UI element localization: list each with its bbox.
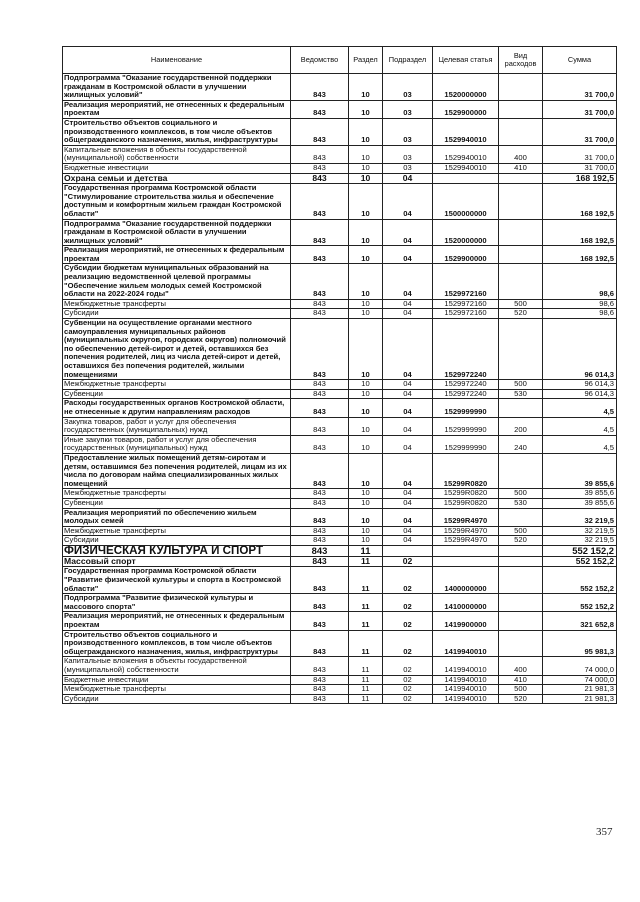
row-department: 843: [291, 567, 349, 594]
row-target-article: 1529940010: [433, 145, 499, 163]
table-row: [63, 100, 617, 118]
row-name: Бюджетные инвестиции: [63, 163, 291, 173]
row-section: 10: [349, 453, 383, 488]
table-row: [63, 675, 617, 685]
row-target-article: 15299R0820: [433, 498, 499, 508]
row-department: 843: [291, 508, 349, 526]
row-expense-type: [499, 100, 543, 118]
header-amount: Сумма: [543, 47, 617, 74]
row-amount: 321 652,8: [543, 612, 617, 630]
row-name: Межбюджетные трансферты: [63, 526, 291, 536]
row-expense-type: 200: [499, 417, 543, 435]
row-expense-type: [499, 219, 543, 246]
row-amount: 39 855,6: [543, 498, 617, 508]
row-subsection: 02: [383, 556, 433, 567]
row-department: 843: [291, 184, 349, 219]
table-row: [63, 498, 617, 508]
row-amount: 552 152,2: [543, 545, 617, 556]
table-row: [63, 630, 617, 657]
row-department: 843: [291, 264, 349, 299]
row-subsection: 04: [383, 389, 433, 399]
row-name: Охрана семьи и детства: [63, 173, 291, 184]
row-name: Строительство объектов социального и производственного комплексов, в том числе объектов общегражданского назначения, жилья, инфраструктуры: [63, 630, 291, 657]
table-row: [63, 299, 617, 309]
row-amount: 552 152,2: [543, 567, 617, 594]
row-subsection: 03: [383, 163, 433, 173]
row-department: 843: [291, 612, 349, 630]
row-section: 10: [349, 145, 383, 163]
row-department: 843: [291, 163, 349, 173]
row-target-article: 15299R4970: [433, 508, 499, 526]
row-amount: 168 192,5: [543, 219, 617, 246]
row-name: Расходы государственных органов Костромской области, не отнесенные к другим направлениям расходов: [63, 399, 291, 417]
row-expense-type: 400: [499, 145, 543, 163]
row-section: 10: [349, 173, 383, 184]
header-expense-type: Вид расходов: [499, 47, 543, 74]
row-department: 843: [291, 380, 349, 390]
row-section: 10: [349, 299, 383, 309]
row-target-article: 1529972240: [433, 380, 499, 390]
row-name: ФИЗИЧЕСКАЯ КУЛЬТУРА И СПОРТ: [63, 545, 291, 556]
row-department: 843: [291, 219, 349, 246]
row-expense-type: 530: [499, 498, 543, 508]
row-name: Капитальные вложения в объекты государственной (муниципальной) собственности: [63, 145, 291, 163]
row-subsection: 03: [383, 74, 433, 101]
row-section: 11: [349, 545, 383, 556]
table-row: [63, 694, 617, 704]
row-department: 843: [291, 246, 349, 264]
row-subsection: 04: [383, 526, 433, 536]
row-department: 843: [291, 675, 349, 685]
row-expense-type: 500: [499, 489, 543, 499]
row-section: 10: [349, 246, 383, 264]
row-expense-type: [499, 264, 543, 299]
row-target-article: 1419940010: [433, 675, 499, 685]
row-name: Массовый спорт: [63, 556, 291, 567]
table-row: [63, 163, 617, 173]
row-name: Межбюджетные трансферты: [63, 380, 291, 390]
row-subsection: 04: [383, 264, 433, 299]
row-expense-type: 520: [499, 309, 543, 319]
row-amount: 74 000,0: [543, 657, 617, 675]
row-name: Капитальные вложения в объекты государственной (муниципальной) собственности: [63, 657, 291, 675]
row-subsection: 04: [383, 184, 433, 219]
row-amount: 95 981,3: [543, 630, 617, 657]
row-section: 10: [349, 309, 383, 319]
row-section: 11: [349, 685, 383, 695]
row-subsection: 04: [383, 246, 433, 264]
row-name: Подпрограмма "Развитие физической культуры и массового спорта": [63, 594, 291, 612]
row-subsection: 04: [383, 536, 433, 546]
table-row: [63, 118, 617, 145]
row-amount: 168 192,5: [543, 184, 617, 219]
row-target-article: 1500000000: [433, 184, 499, 219]
row-department: 843: [291, 435, 349, 453]
row-expense-type: [499, 556, 543, 567]
row-name: Государственная программа Костромской области "Стимулирование строительства жилья и обеспечение доступным и комфортным жильем граждан Костромской области": [63, 184, 291, 219]
header-target-article: Целевая статья: [433, 47, 499, 74]
row-expense-type: 500: [499, 380, 543, 390]
row-department: 843: [291, 417, 349, 435]
table-row: [63, 567, 617, 594]
row-name: Субсидии бюджетам муниципальных образований на реализацию ведомственной целевой программы "Обеспечение жильем молодых семей Костромской области на 2022-2024 годы": [63, 264, 291, 299]
row-subsection: 02: [383, 567, 433, 594]
row-subsection: 02: [383, 685, 433, 695]
row-name: Межбюджетные трансферты: [63, 685, 291, 695]
row-target-article: [433, 173, 499, 184]
row-department: 843: [291, 489, 349, 499]
row-name: Подпрограмма "Оказание государственной поддержки гражданам в Костромской области в улучшении жилищных условий": [63, 219, 291, 246]
row-department: 843: [291, 657, 349, 675]
row-subsection: 02: [383, 694, 433, 704]
row-subsection: 04: [383, 299, 433, 309]
row-department: 843: [291, 536, 349, 546]
row-section: 10: [349, 319, 383, 380]
row-section: 10: [349, 118, 383, 145]
row-section: 10: [349, 526, 383, 536]
row-target-article: 1520000000: [433, 219, 499, 246]
table-row: [63, 389, 617, 399]
row-subsection: 02: [383, 675, 433, 685]
row-amount: 98,6: [543, 309, 617, 319]
page-number: 357: [596, 826, 613, 838]
table-row: [63, 556, 617, 567]
row-subsection: 04: [383, 173, 433, 184]
row-target-article: 1419940010: [433, 685, 499, 695]
row-department: 843: [291, 145, 349, 163]
table-row: [63, 594, 617, 612]
row-target-article: 1529972160: [433, 264, 499, 299]
row-target-article: 1529972240: [433, 389, 499, 399]
row-department: 843: [291, 299, 349, 309]
row-amount: 96 014,3: [543, 389, 617, 399]
row-amount: 552 152,2: [543, 594, 617, 612]
row-expense-type: 240: [499, 435, 543, 453]
table-row: [63, 526, 617, 536]
row-subsection: 04: [383, 399, 433, 417]
row-name: Субвенции: [63, 498, 291, 508]
row-expense-type: [499, 173, 543, 184]
table-row: [63, 173, 617, 184]
row-amount: 31 700,0: [543, 145, 617, 163]
table-row: [63, 219, 617, 246]
row-expense-type: [499, 184, 543, 219]
table-row: [63, 319, 617, 380]
row-section: 10: [349, 184, 383, 219]
row-name: Межбюджетные трансферты: [63, 299, 291, 309]
table-body: [63, 74, 617, 704]
row-section: 10: [349, 508, 383, 526]
row-amount: 552 152,2: [543, 556, 617, 567]
row-department: 843: [291, 100, 349, 118]
row-name: Субсидии: [63, 694, 291, 704]
row-name: Реализация мероприятий, не отнесенных к федеральным проектам: [63, 612, 291, 630]
header-department: Ведомство: [291, 47, 349, 74]
row-department: 843: [291, 630, 349, 657]
row-target-article: 1529972240: [433, 319, 499, 380]
table-row: [63, 508, 617, 526]
table-row: [63, 685, 617, 695]
row-section: 10: [349, 219, 383, 246]
row-expense-type: [499, 508, 543, 526]
row-section: 10: [349, 399, 383, 417]
row-subsection: 04: [383, 435, 433, 453]
row-amount: 4,5: [543, 417, 617, 435]
row-target-article: 1529900000: [433, 246, 499, 264]
row-name: Субсидии: [63, 309, 291, 319]
row-section: 10: [349, 435, 383, 453]
row-expense-type: [499, 74, 543, 101]
row-subsection: 04: [383, 380, 433, 390]
row-name: Подпрограмма "Оказание государственной поддержки гражданам в Костромской области в улучшении жилищных условий": [63, 74, 291, 101]
budget-page: [62, 46, 616, 704]
table-row: [63, 380, 617, 390]
row-target-article: [433, 556, 499, 567]
header-subsection: Подраздел: [383, 47, 433, 74]
row-department: 843: [291, 309, 349, 319]
row-section: 11: [349, 630, 383, 657]
row-target-article: 15299R0820: [433, 489, 499, 499]
row-target-article: 15299R0820: [433, 453, 499, 488]
row-amount: 168 192,5: [543, 246, 617, 264]
row-amount: 96 014,3: [543, 380, 617, 390]
row-name: Государственная программа Костромской области "Развитие физической культуры и спорта в Костромской области": [63, 567, 291, 594]
row-expense-type: 410: [499, 163, 543, 173]
row-section: 10: [349, 380, 383, 390]
row-target-article: 1529972160: [433, 299, 499, 309]
row-amount: 74 000,0: [543, 675, 617, 685]
row-target-article: 1529999990: [433, 399, 499, 417]
row-section: 10: [349, 74, 383, 101]
table-row: [63, 536, 617, 546]
row-name: Предоставление жилых помещений детям-сиротам и детям, оставшимся без попечения родителей, лицам из их числа по договорам найма специализированных жилых помещений: [63, 453, 291, 488]
row-subsection: 04: [383, 417, 433, 435]
row-target-article: 1529940010: [433, 118, 499, 145]
row-subsection: 04: [383, 489, 433, 499]
row-target-article: 1419900000: [433, 612, 499, 630]
row-name: Реализация мероприятий, не отнесенных к федеральным проектам: [63, 100, 291, 118]
row-amount: 98,6: [543, 264, 617, 299]
row-expense-type: [499, 246, 543, 264]
row-amount: 21 981,3: [543, 685, 617, 695]
row-amount: 98,6: [543, 299, 617, 309]
row-section: 10: [349, 389, 383, 399]
row-expense-type: [499, 567, 543, 594]
row-amount: 168 192,5: [543, 173, 617, 184]
row-department: 843: [291, 594, 349, 612]
header-section: Раздел: [349, 47, 383, 74]
row-department: 843: [291, 526, 349, 536]
budget-table: [62, 46, 617, 704]
row-target-article: 1419940010: [433, 657, 499, 675]
row-amount: 31 700,0: [543, 163, 617, 173]
table-row: [63, 264, 617, 299]
row-section: 11: [349, 594, 383, 612]
table-row: [63, 657, 617, 675]
row-department: 843: [291, 389, 349, 399]
row-section: 11: [349, 657, 383, 675]
row-expense-type: 520: [499, 694, 543, 704]
row-amount: 32 219,5: [543, 536, 617, 546]
row-amount: 4,5: [543, 399, 617, 417]
row-name: Субвенции на осуществление органами местного самоуправления муниципальных районов (муниципальных округов, городских округов) полномочий по обеспечению детей-сирот и детей, оставшихся без попечения родителей, лиц из числа детей-сирот и детей, оставшихся без попечения родителей, жилыми помещениями: [63, 319, 291, 380]
row-amount: 96 014,3: [543, 319, 617, 380]
table-row: [63, 489, 617, 499]
row-expense-type: [499, 630, 543, 657]
row-expense-type: [499, 453, 543, 488]
header-name: Наименование: [63, 47, 291, 74]
row-target-article: 1529972160: [433, 309, 499, 319]
row-expense-type: [499, 319, 543, 380]
row-target-article: 1520000000: [433, 74, 499, 101]
table-row: [63, 309, 617, 319]
row-expense-type: 500: [499, 526, 543, 536]
table-row: [63, 399, 617, 417]
row-department: 843: [291, 694, 349, 704]
row-department: 843: [291, 453, 349, 488]
row-section: 10: [349, 417, 383, 435]
row-target-article: 1400000000: [433, 567, 499, 594]
row-subsection: 04: [383, 319, 433, 380]
row-target-article: 15299R4970: [433, 536, 499, 546]
row-department: 843: [291, 399, 349, 417]
row-expense-type: [499, 612, 543, 630]
row-subsection: 02: [383, 612, 433, 630]
row-section: 10: [349, 264, 383, 299]
row-subsection: 04: [383, 508, 433, 526]
row-target-article: 1529900000: [433, 100, 499, 118]
row-target-article: [433, 545, 499, 556]
row-target-article: 1419940010: [433, 630, 499, 657]
row-department: 843: [291, 685, 349, 695]
row-section: 11: [349, 694, 383, 704]
table-row: [63, 145, 617, 163]
row-section: 11: [349, 612, 383, 630]
row-department: 843: [291, 74, 349, 101]
row-subsection: 03: [383, 118, 433, 145]
row-department: 843: [291, 118, 349, 145]
row-expense-type: 520: [499, 536, 543, 546]
row-section: 11: [349, 675, 383, 685]
row-expense-type: 530: [499, 389, 543, 399]
row-section: 11: [349, 567, 383, 594]
row-section: 10: [349, 536, 383, 546]
row-name: Строительство объектов социального и производственного комплексов, в том числе объектов общегражданского назначения, жилья, инфраструктуры: [63, 118, 291, 145]
row-subsection: 02: [383, 657, 433, 675]
row-name: Субвенции: [63, 389, 291, 399]
row-amount: 31 700,0: [543, 100, 617, 118]
row-amount: 31 700,0: [543, 118, 617, 145]
row-section: 10: [349, 489, 383, 499]
row-expense-type: [499, 118, 543, 145]
row-amount: 32 219,5: [543, 526, 617, 536]
table-row: [63, 184, 617, 219]
row-name: Реализация мероприятий по обеспечению жильем молодых семей: [63, 508, 291, 526]
table-row: [63, 435, 617, 453]
row-subsection: 03: [383, 100, 433, 118]
table-row: [63, 246, 617, 264]
row-subsection: 04: [383, 309, 433, 319]
row-section: 11: [349, 556, 383, 567]
row-target-article: 1419940010: [433, 694, 499, 704]
row-subsection: 04: [383, 453, 433, 488]
row-subsection: [383, 545, 433, 556]
row-amount: 32 219,5: [543, 508, 617, 526]
row-expense-type: 400: [499, 657, 543, 675]
row-department: 843: [291, 556, 349, 567]
row-target-article: 1410000000: [433, 594, 499, 612]
row-expense-type: 500: [499, 299, 543, 309]
row-name: Межбюджетные трансферты: [63, 489, 291, 499]
row-department: 843: [291, 173, 349, 184]
row-name: Субсидии: [63, 536, 291, 546]
row-amount: 31 700,0: [543, 74, 617, 101]
row-expense-type: [499, 545, 543, 556]
row-department: 843: [291, 319, 349, 380]
row-target-article: 1529999990: [433, 417, 499, 435]
table-header-row: [63, 47, 617, 74]
row-target-article: 1529999990: [433, 435, 499, 453]
row-subsection: 02: [383, 630, 433, 657]
row-section: 10: [349, 100, 383, 118]
row-target-article: 15299R4970: [433, 526, 499, 536]
row-expense-type: 500: [499, 685, 543, 695]
row-name: Иные закупки товаров, работ и услуг для обеспечения государственных (муниципальных) нужд: [63, 435, 291, 453]
row-subsection: 03: [383, 145, 433, 163]
row-section: 10: [349, 498, 383, 508]
table-row: [63, 74, 617, 101]
table-row: [63, 612, 617, 630]
row-expense-type: [499, 594, 543, 612]
row-name: Бюджетные инвестиции: [63, 675, 291, 685]
row-target-article: 1529940010: [433, 163, 499, 173]
table-row: [63, 545, 617, 556]
row-name: Закупка товаров, работ и услуг для обеспечения государственных (муниципальных) нужд: [63, 417, 291, 435]
row-department: 843: [291, 545, 349, 556]
table-row: [63, 417, 617, 435]
row-name: Реализация мероприятий, не отнесенных к федеральным проектам: [63, 246, 291, 264]
row-section: 10: [349, 163, 383, 173]
row-amount: 21 981,3: [543, 694, 617, 704]
row-expense-type: [499, 399, 543, 417]
row-subsection: 04: [383, 219, 433, 246]
row-amount: 39 855,6: [543, 453, 617, 488]
row-subsection: 04: [383, 498, 433, 508]
row-amount: 39 855,6: [543, 489, 617, 499]
table-row: [63, 453, 617, 488]
row-amount: 4,5: [543, 435, 617, 453]
row-expense-type: 410: [499, 675, 543, 685]
row-department: 843: [291, 498, 349, 508]
row-subsection: 02: [383, 594, 433, 612]
